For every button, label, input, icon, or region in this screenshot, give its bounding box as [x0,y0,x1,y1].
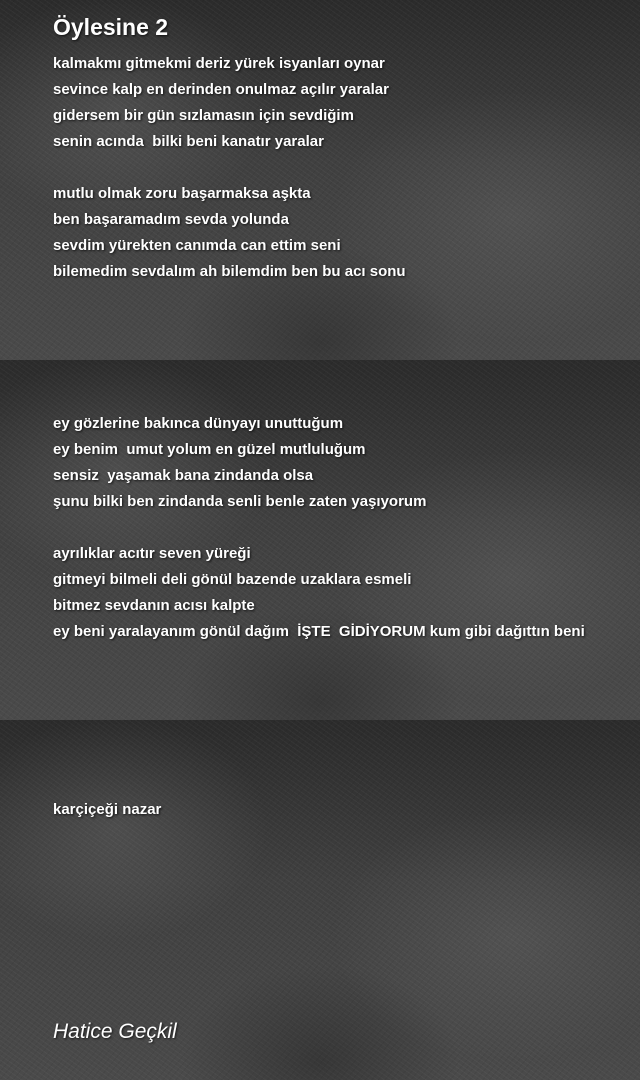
poem-line: mutlu olmak zoru başarmaksa aşkta [53,185,311,202]
poem-line: bitmez sevdanın acısı kalpte [53,597,255,614]
poem-line: kalmakmı gitmekmi deriz yürek isyanları oynar [53,55,385,72]
poem-line: gidersem bir gün sızlamasın için sevdiğim [53,107,354,124]
stanza-3 [53,411,426,515]
poem-panel-1 [0,0,640,360]
poem-line: ey gözlerine bakınca dünyayı unuttuğum [53,415,344,432]
poem-line: ey benim umut yolum en güzel mutluluğum [53,441,366,458]
poem-author: Hatice Geçkil [53,1020,177,1043]
poem-title: Öylesine 2 [53,14,169,40]
poem-line: sensiz yaşamak bana zindanda olsa [53,467,314,484]
stanza-5 [53,797,161,823]
poem-line: senin acında bilki beni kanatır yaralar [53,133,324,150]
stanza-1 [53,51,389,155]
poem-line: ben başaramadım sevda yolunda [53,211,289,228]
stanza-4 [53,541,585,645]
poem-line: şunu bilki ben zindanda senli benle zaten yaşıyorum [53,493,427,510]
poem-line: sevdim yürekten canımda can ettim seni [53,237,341,254]
poem-panel-3 [0,720,640,1080]
poem-line: karçiçeği nazar [53,801,162,818]
poem-line: sevince kalp en derinden onulmaz açılır yaralar [53,81,389,98]
poem-line: gitmeyi bilmeli deli gönül bazende uzaklara esmeli [53,571,412,588]
poem-panel-2 [0,360,640,720]
poem-line: ey beni yaralayanım gönül dağım İŞTE GİDİYORUM kum gibi dağıttın beni [53,623,585,640]
poem-line: bilemedim sevdalım ah bilemdim ben bu acı sonu [53,263,406,280]
poem-line: ayrılıklar acıtır seven yüreği [53,545,251,562]
stanza-2 [53,181,406,285]
